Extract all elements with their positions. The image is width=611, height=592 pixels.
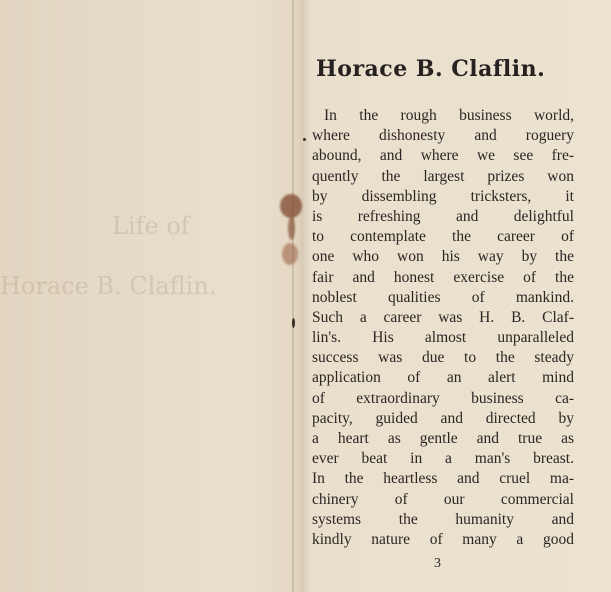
text-line: lin's. His almost unparalleled: [312, 329, 574, 347]
text-line: is refreshing and delightful: [312, 207, 574, 225]
page-number: 3: [434, 556, 441, 571]
text-line: noblest qualities of mankind.: [312, 288, 574, 306]
ink-speck: [303, 138, 306, 141]
ink-speck: [292, 318, 295, 328]
text-line: chinery of our commercial: [312, 490, 574, 508]
bleed-through-text: Life of: [112, 212, 190, 240]
text-line: one who won his way by the: [312, 248, 574, 266]
text-line: fair and honest exercise of the: [312, 268, 574, 286]
text-line: to contemplate the career of: [312, 228, 574, 246]
text-line: ever beat in a man's breast.: [312, 450, 574, 468]
text-line: a heart as gentle and true as: [312, 430, 574, 447]
text-line: pacity, guided and directed by: [312, 409, 574, 427]
body-paragraph: [312, 106, 574, 550]
text-line: systems the humanity and: [312, 510, 574, 528]
text-line: In the heartless and cruel ma-: [312, 470, 574, 488]
text-line: of extraordinary business ca-: [312, 389, 574, 407]
text-line: quently the largest prizes won: [312, 167, 574, 185]
text-line: Such a career was H. B. Claf-: [312, 308, 574, 326]
text-line: abound, and where we see fre-: [312, 147, 574, 165]
text-line: where dishonesty and roguery: [312, 127, 574, 145]
page-title: Horace B. Claflin.: [316, 56, 546, 82]
ink-stain: [280, 194, 302, 218]
text-line: by dissembling tricksters, it: [312, 187, 574, 205]
left-page: [0, 0, 292, 592]
text-line: success was due to the steady: [312, 349, 574, 367]
ink-stain: [282, 243, 298, 265]
right-page: [294, 0, 611, 592]
text-line: kindly nature of many a good: [312, 530, 574, 548]
text-line: application of an alert mind: [312, 369, 574, 387]
bleed-through-text: Horace B. Claflin.: [0, 272, 217, 300]
ink-stain: [288, 216, 295, 240]
text-line: In the rough business world,: [324, 107, 574, 124]
